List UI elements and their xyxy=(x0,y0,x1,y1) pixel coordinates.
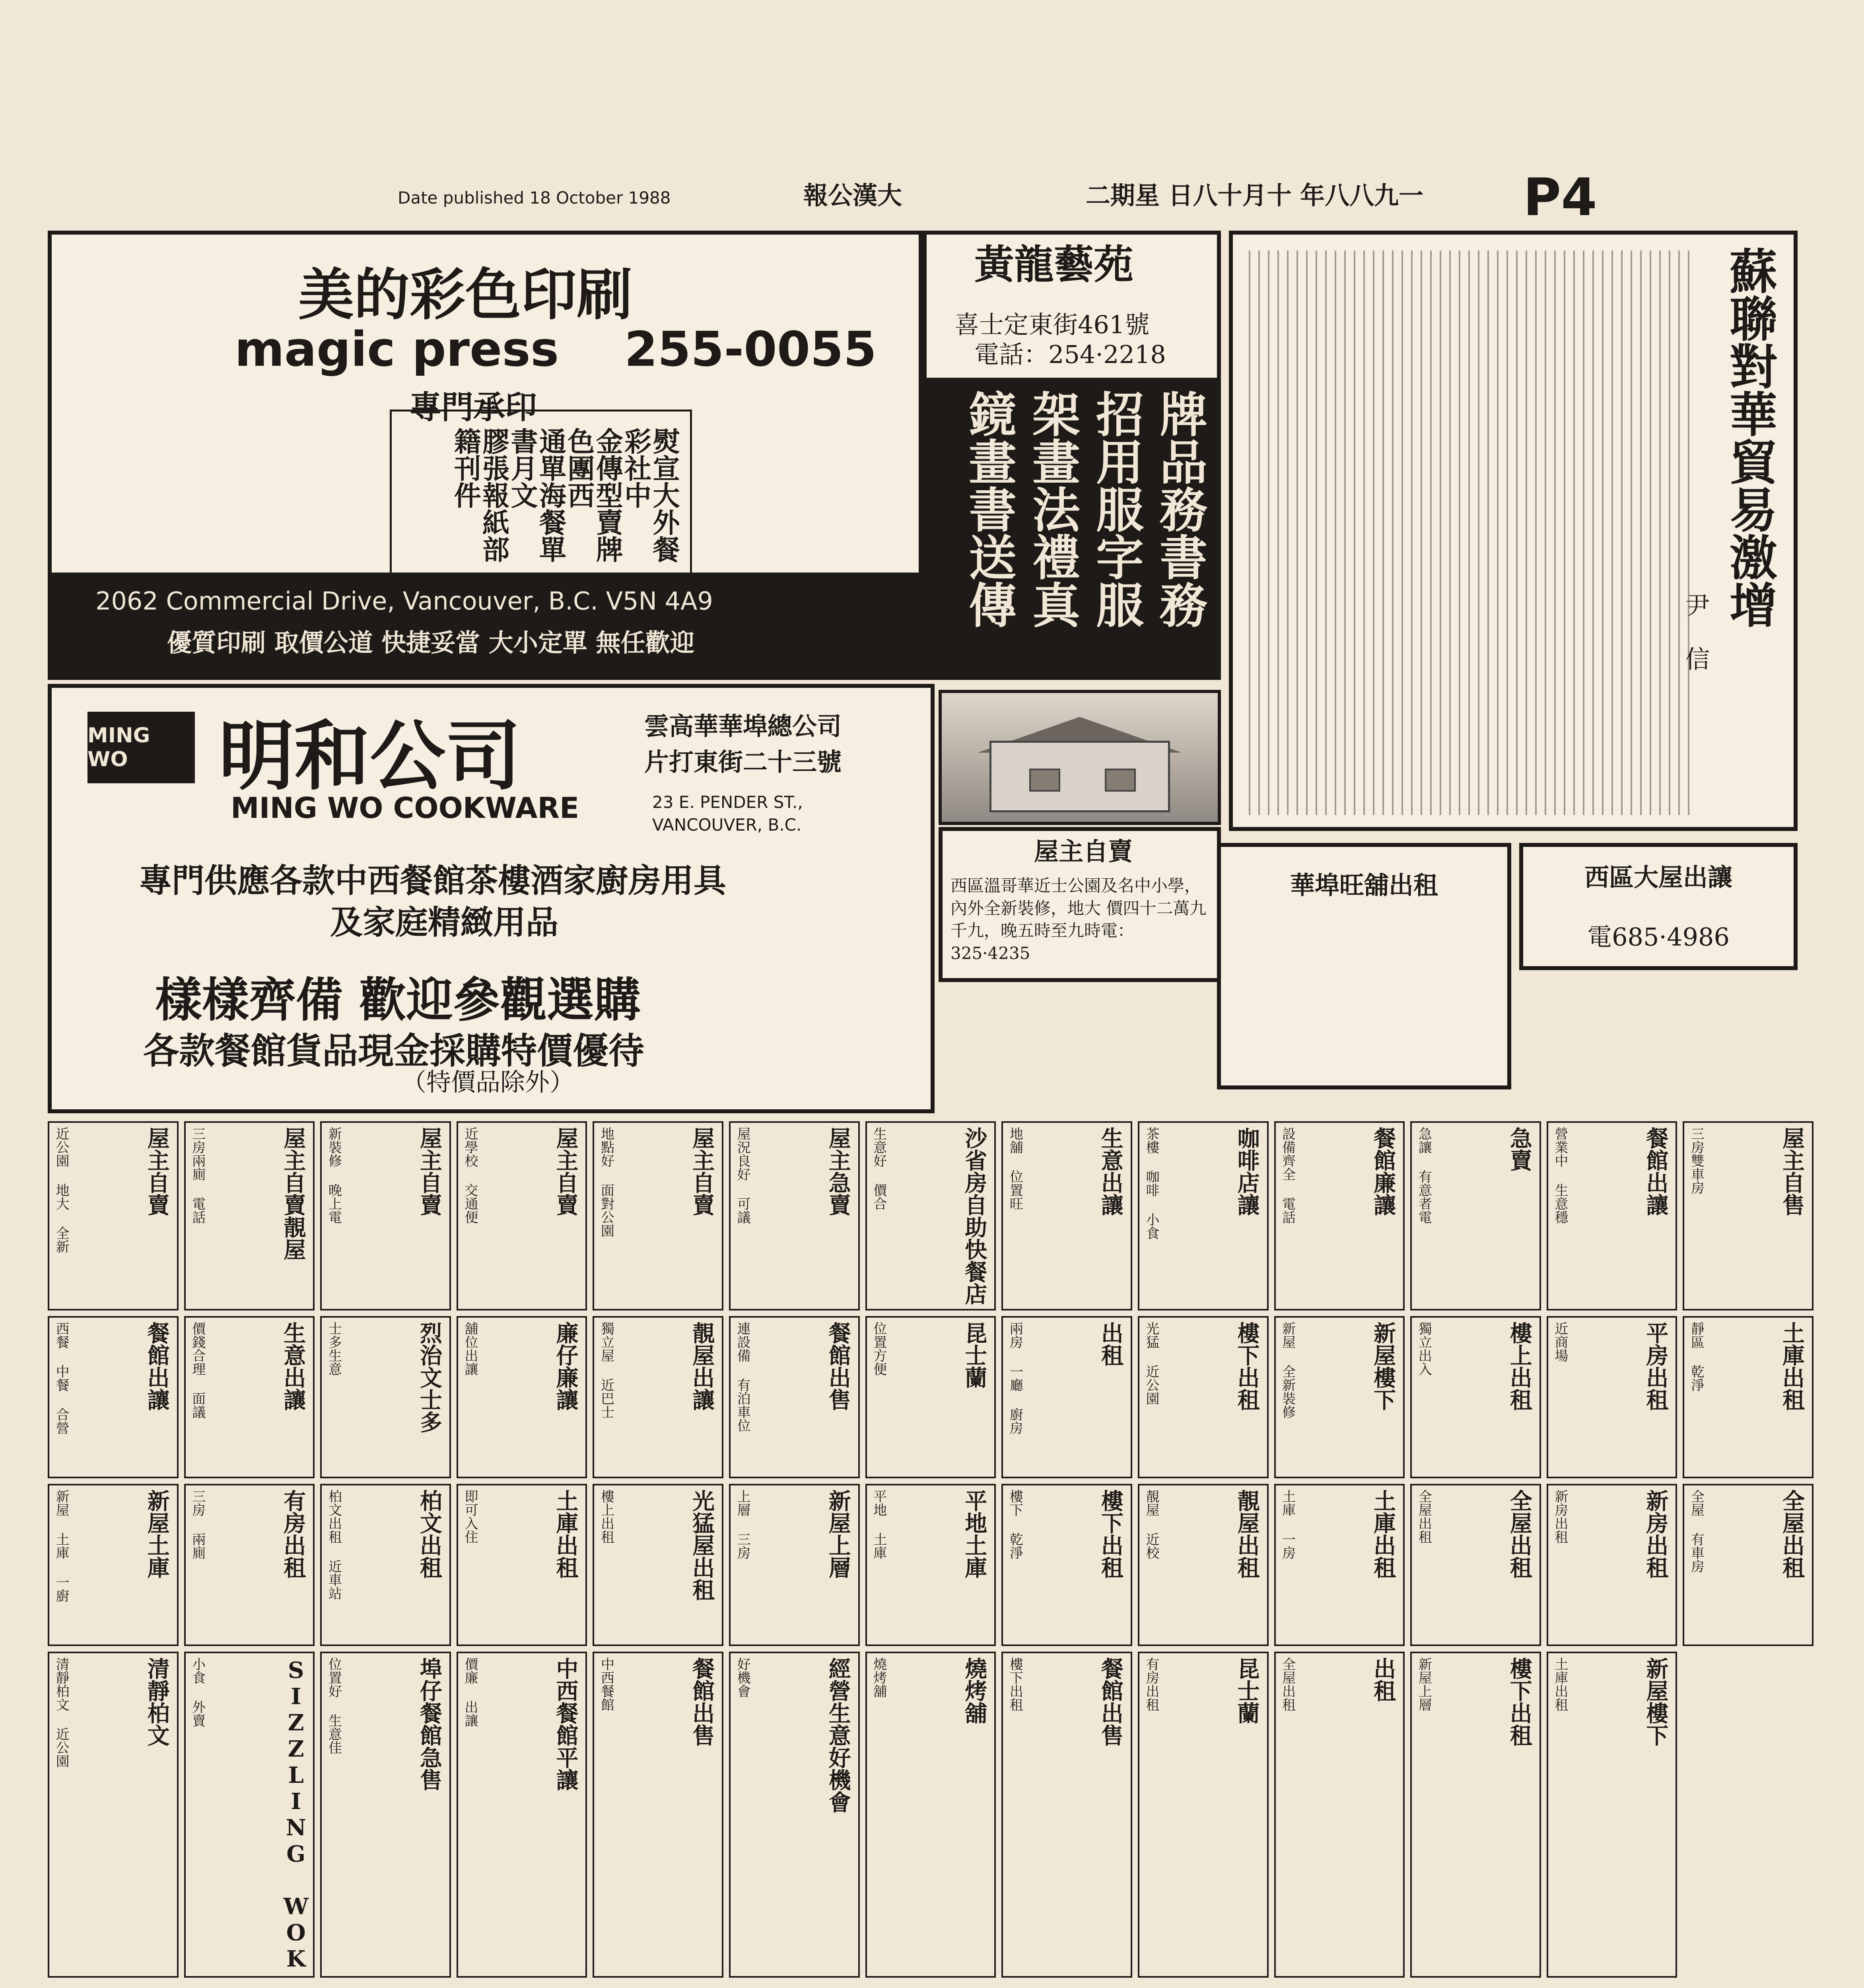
classified-cell: 樓下出租 新屋上層 xyxy=(1410,1652,1541,1978)
classified-grid xyxy=(48,1121,1813,1978)
magic-press-phone: 255-0055 xyxy=(624,322,877,377)
classified-cell: 燒烤舖 燒烤舖 xyxy=(865,1652,996,1978)
house-sale-title: 屋主自賣 xyxy=(1034,837,1133,866)
classified-cell: 全屋出租 全屋 有車房 xyxy=(1683,1484,1813,1646)
classified-cell: 屋主自賣 新裝修 晚上電 xyxy=(320,1121,451,1310)
yellow-dragon-box xyxy=(927,378,1217,676)
classified-cell: 靚屋出讓 獨立屋 近巴士 xyxy=(593,1316,723,1478)
classified-cell: 屋主急賣 屋況良好 可議 xyxy=(729,1121,860,1310)
ming-wo-line4: 各款餐館貨品現金採購特價優待 xyxy=(143,1030,644,1072)
ming-wo-store-addr-en: 23 E. PENDER ST., VANCOUVER, B.C. xyxy=(652,792,803,835)
classified-cell: 餐館出售 連設備 有泊車位 xyxy=(729,1316,860,1478)
house-window-2 xyxy=(1105,769,1136,792)
classified-cell: 屋主自賣 近公園 地大 全新 xyxy=(48,1121,179,1310)
yellow-dragon-phone: 電話：254·2218 xyxy=(974,340,1166,369)
right-article xyxy=(1229,231,1798,831)
right-article-headline: 蘇聯對華貿易激增 xyxy=(1722,247,1778,628)
classified-cell: 中西餐館平讓 價廉 出讓 xyxy=(457,1652,587,1978)
ming-wo-store-cn: 雲高華華埠總公司 xyxy=(644,712,842,741)
classified-cell: 生意出讓 地舖 位置旺 xyxy=(1001,1121,1132,1310)
house-body xyxy=(989,741,1170,812)
house-photo xyxy=(939,690,1221,825)
house-sale-box xyxy=(939,827,1221,982)
ming-wo-line3: 樣樣齊備 歡迎參觀選購 xyxy=(155,972,641,1027)
magic-press-services: 熨宣大外餐彩社中 金傳型賣牌色團西 通單海餐單書月文 膠張報紙部籍刊件 xyxy=(449,427,680,563)
classified-cell: 餐館出售 樓下出租 xyxy=(1001,1652,1132,1978)
chinatown-title: 華埠旺舖出租 xyxy=(1290,871,1438,900)
ming-wo-logo: MING WO xyxy=(87,712,195,783)
classified-area xyxy=(48,1121,1813,1988)
magic-press-slogan: 優質印刷 取價公道 快捷妥當 大小定單 無任歡迎 xyxy=(167,628,695,657)
ming-wo-ad xyxy=(48,684,935,1113)
classified-cell: 平地土庫 平地 土庫 xyxy=(865,1484,996,1646)
date-published: Date published 18 October 1988 xyxy=(398,188,671,208)
house-sale-text: 西區溫哥華近士公園及名中小學，內外全新裝修，地大 價四十二萬九千九，晚五時至九時電：325·4235 xyxy=(950,876,1207,963)
classified-cell: 新屋樓下 新屋 全新裝修 xyxy=(1274,1316,1405,1478)
classified-cell: 昆士蘭 位置方便 xyxy=(865,1316,996,1478)
ming-wo-en-name: MING WO COOKWARE xyxy=(231,791,579,825)
yellow-dragon-col-2: 架畫法禮真 xyxy=(1024,390,1081,628)
classified-cell: 餐館出售 中西餐館 xyxy=(593,1652,723,1978)
classified-cell: 咖啡店讓 茶樓 咖啡 小食 xyxy=(1138,1121,1269,1310)
classified-cell: 餐館廉讓 設備齊全 電話 xyxy=(1274,1121,1405,1310)
classified-cell: 昆士蘭 有房出租 xyxy=(1138,1652,1269,1978)
classified-cell: 樓下出租 樓下 乾淨 xyxy=(1001,1484,1132,1646)
classified-cell: 樓下出租 光猛 近公園 xyxy=(1138,1316,1269,1478)
right-article-byline: 尹 信 xyxy=(1681,592,1710,671)
classified-cell: 出租 全屋出租 xyxy=(1274,1652,1405,1978)
classified-cell: 埠仔餐館急售 位置好 生意佳 xyxy=(320,1652,451,1978)
magic-press-address: 2062 Commercial Drive, Vancouver, B.C. V5N 4A9 xyxy=(95,586,713,615)
classified-cell: 新房出租 新房出租 xyxy=(1547,1484,1677,1646)
classified-cell: 餐館出讓 西餐 中餐 合營 xyxy=(48,1316,179,1478)
classified-cell: 光猛屋出租 樓上出租 xyxy=(593,1484,723,1646)
magic-press-ad xyxy=(48,231,923,680)
classified-cell: 沙省房自助快餐店 生意好 價合 xyxy=(865,1121,996,1310)
yellow-dragon-col-3: 招用服字服 xyxy=(1088,390,1144,628)
classified-cell: 土庫出租 靜區 乾淨 xyxy=(1683,1316,1813,1478)
magic-press-section-title: 專門承印 xyxy=(410,388,537,426)
yellow-dragon-title: 黃龍藝苑 xyxy=(974,241,1133,288)
classified-cell: 平房出租 近商場 xyxy=(1547,1316,1677,1478)
yellow-dragon-ad xyxy=(923,231,1221,680)
classified-cell: 生意出讓 價錢合理 面議 xyxy=(184,1316,315,1478)
classified-cell: 全屋出租 全屋出租 xyxy=(1410,1484,1541,1646)
classified-cell: 急賣 急讓 有意者電 xyxy=(1410,1121,1541,1310)
classified-cell: 有房出租 三房 兩廁 xyxy=(184,1484,315,1646)
classified-cell: 清靜柏文 清靜柏文 近公園 xyxy=(48,1652,179,1978)
classified-cell: 新屋土庫 新屋 土庫 一廚 xyxy=(48,1484,179,1646)
ming-wo-line1: 專門供應各款中西餐館茶樓酒家廚房用具 xyxy=(139,862,727,900)
chinatown-ad xyxy=(1217,843,1511,1089)
yellow-dragon-col-4: 牌品務書務 xyxy=(1152,390,1208,628)
west-house-title: 西區大屋出讓 xyxy=(1584,863,1732,892)
yellow-dragon-col-1: 鏡畫書送傳 xyxy=(961,390,1017,628)
classified-cell: 烈治文士多 士多生意 xyxy=(320,1316,451,1478)
classified-cell: 屋主自賣靚屋 三房兩廁 電話 xyxy=(184,1121,315,1310)
classified-cell: 廉仔廉讓 舖位出讓 xyxy=(457,1316,587,1478)
ming-wo-cn-name: 明和公司 xyxy=(219,712,521,800)
classified-cell: 樓上出租 獨立出入 xyxy=(1410,1316,1541,1478)
magic-press-title: 美的彩色印刷 xyxy=(298,262,633,328)
classified-cell: SIZZLING WOK 小食 外賣 xyxy=(184,1652,315,1978)
classified-cell: 柏文出租 柏文出租 近車站 xyxy=(320,1484,451,1646)
yellow-dragon-address: 喜士定東街461號 xyxy=(954,310,1150,339)
magic-press-services-box xyxy=(390,410,692,580)
page-label: P4 xyxy=(1523,167,1597,227)
classified-cell: 餐館出讓 營業中 生意穩 xyxy=(1547,1121,1677,1310)
west-house-phone: 電685·4986 xyxy=(1587,922,1730,951)
classified-cell: 經營生意好機會 好機會 xyxy=(729,1652,860,1978)
house-window-1 xyxy=(1029,769,1060,792)
classified-cell: 土庫出租 土庫 一房 xyxy=(1274,1484,1405,1646)
right-article-text-lines xyxy=(1249,250,1694,815)
ming-wo-store-addr-cn: 片打東街二十三號 xyxy=(644,747,842,777)
classified-cell: 屋主自賣 近學校 交通便 xyxy=(457,1121,587,1310)
classified-cell: 靚屋出租 靚屋 近校 xyxy=(1138,1484,1269,1646)
classified-cell: 土庫出租 即可入住 xyxy=(457,1484,587,1646)
masthead: 報公漢大 xyxy=(803,181,902,210)
ming-wo-line5: （特價品除外） xyxy=(402,1068,575,1097)
date-line: 二期星 日八十月十 年八八九一 xyxy=(1086,181,1424,210)
magic-press-company: magic press xyxy=(235,322,559,377)
ming-wo-line2: 及家庭精緻用品 xyxy=(330,903,559,942)
classified-cell: 屋主自售 三房雙車房 xyxy=(1683,1121,1813,1310)
classified-cell: 新屋樓下 土庫出租 xyxy=(1547,1652,1677,1978)
classified-cell: 新屋上層 上層 三房 xyxy=(729,1484,860,1646)
classified-cell: 屋主自賣 地點好 面對公園 xyxy=(593,1121,723,1310)
magic-press-footer xyxy=(52,573,919,676)
west-house-ad xyxy=(1519,843,1798,970)
classified-cell: 出租 兩房 一廳 廚房 xyxy=(1001,1316,1132,1478)
